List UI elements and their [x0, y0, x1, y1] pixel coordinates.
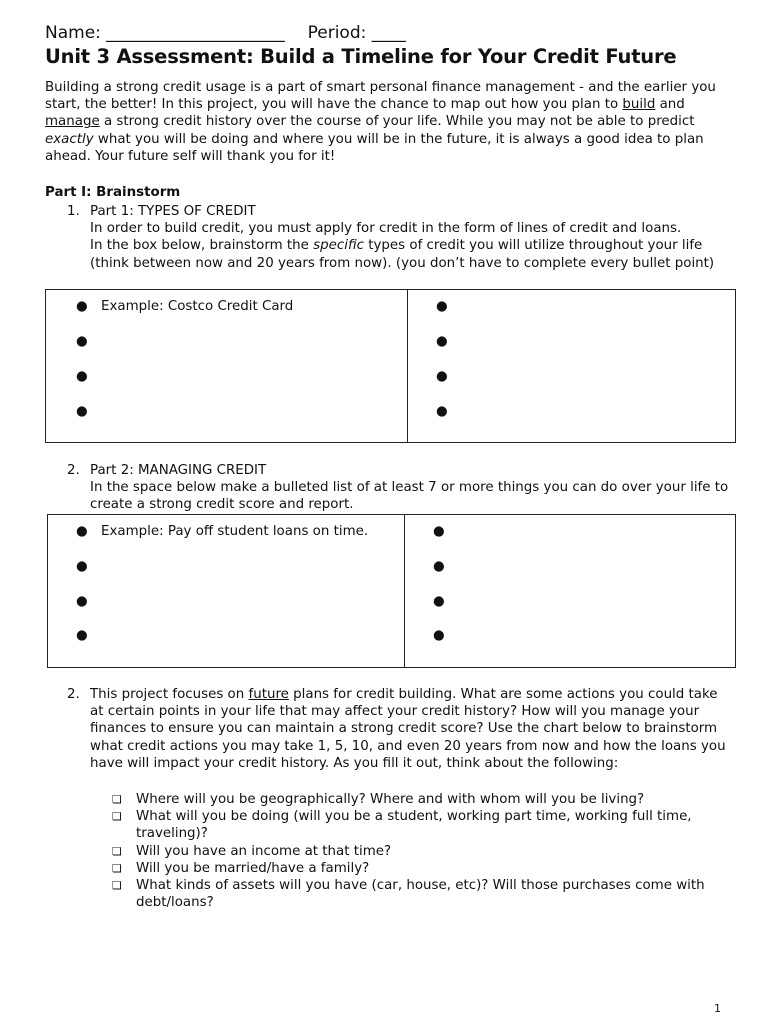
page-number: 1: [714, 1002, 721, 1015]
item3-number: 2.: [67, 687, 80, 702]
list-item[interactable]: [76, 558, 101, 575]
checkbox-icon: ❏: [112, 810, 122, 824]
checklist-item: ❏ Will you have an income at that time?: [112, 843, 392, 859]
bullet-icon: ●: [76, 334, 88, 349]
build-underlined: build: [622, 97, 656, 113]
checkbox-icon: ❏: [112, 879, 122, 893]
list-item[interactable]: [76, 333, 101, 350]
list-item[interactable]: [436, 333, 461, 350]
future-underlined: future: [248, 687, 289, 702]
bullet-icon: ●: [76, 299, 88, 314]
bullet-icon: ●: [436, 404, 448, 419]
checklist-item: ❏ Will you be married/have a family?: [112, 860, 370, 876]
list-item[interactable]: [76, 368, 101, 385]
name-label: Name:: [45, 23, 101, 43]
list-item[interactable]: [76, 523, 368, 540]
managing-credit-left-column[interactable]: [48, 515, 405, 667]
checkbox-icon: ❏: [112, 844, 122, 858]
period-label: Period:: [307, 23, 367, 43]
managing-credit-box[interactable]: [47, 514, 736, 668]
bullet-icon: ●: [433, 628, 445, 643]
bullet-icon: ●: [433, 559, 445, 574]
list-item[interactable]: [76, 298, 293, 315]
intro-paragraph: Building a strong credit usage is a part of smart personal finance management - and the earlier you start, the better! In this project, you will have the chance to map out how you plan to build and manage a strong credit history over the course of your life. While you may not be able to predict exactly what you will be doing and where you will be in the future, it is always a good idea to plan ahead. Your future self will thank you for it!: [45, 80, 716, 164]
bullet-icon: ●: [433, 524, 445, 539]
bullet-icon: ●: [76, 524, 88, 539]
list-item[interactable]: [433, 523, 458, 540]
bullet-icon: ●: [76, 559, 88, 574]
list-item[interactable]: [433, 627, 458, 644]
item1-text: [90, 203, 735, 272]
list-item[interactable]: [436, 368, 461, 385]
list-item[interactable]: [433, 593, 458, 610]
consideration-checklist: [112, 791, 732, 911]
period-blank[interactable]: ____: [371, 23, 406, 43]
credit-types-box[interactable]: [45, 289, 736, 443]
item1-line2: In the box below, brainstorm the specific types of credit you will utilize throughout your life (think between now and 20 years from now). (you don’t have to complete every bullet point): [90, 238, 715, 271]
checklist-item: ❏ What kinds of assets will you have (car, house, etc)? Will those purchases come with debt/loans?: [112, 878, 705, 911]
list-item[interactable]: [436, 298, 461, 315]
credit-types-example: Example: Costco Credit Card: [101, 299, 294, 314]
checklist-item: ❏ Where will you be geographically? Where and with whom will you be living?: [112, 792, 645, 807]
checkbox-icon: ❏: [112, 793, 122, 806]
list-item[interactable]: [76, 627, 101, 644]
header-line: [45, 20, 406, 46]
item2-number: 2.: [67, 463, 80, 478]
bullet-icon: ●: [76, 404, 88, 419]
list-item[interactable]: [433, 558, 458, 575]
checkbox-icon: ❏: [112, 861, 122, 875]
list-item[interactable]: [436, 403, 461, 420]
exactly-italic: exactly: [45, 131, 94, 147]
item2-text: [90, 462, 735, 514]
bullet-icon: ●: [436, 334, 448, 349]
item2-line1: In the space below make a bulleted list of at least 7 or more things you can do over your life to create a strong credit score and report.: [90, 480, 729, 513]
credit-types-right-column[interactable]: [408, 290, 735, 442]
list-item[interactable]: [76, 403, 101, 420]
bullet-icon: ●: [76, 369, 88, 384]
managing-credit-right-column[interactable]: [405, 515, 735, 667]
bullet-icon: ●: [436, 299, 448, 314]
bullet-icon: ●: [436, 369, 448, 384]
manage-underlined: manage: [45, 114, 100, 130]
item1-title: Part 1: TYPES OF CREDIT: [90, 204, 256, 219]
item2-title: Part 2: MANAGING CREDIT: [90, 463, 267, 478]
credit-types-left-column[interactable]: [46, 290, 408, 442]
checklist-item: ❏ What will you be doing (will you be a student, working part time, working full time, traveling)?: [112, 809, 692, 842]
bullet-icon: ●: [76, 628, 88, 643]
name-blank[interactable]: _____________________: [106, 23, 285, 43]
bullet-icon: ●: [76, 594, 88, 609]
item1-number: 1.: [67, 204, 80, 219]
managing-credit-example: Example: Pay off student loans on time.: [101, 524, 369, 539]
item1-line1: In order to build credit, you must apply for credit in the form of lines of credit and loans.: [90, 221, 682, 237]
page-title: Unit 3 Assessment: Build a Timeline for Your Credit Future: [45, 45, 677, 68]
item3-text: This project focuses on future plans for credit building. What are some actions you could take at certain points in your life that may affect your credit history? How will you manage your finances to ensure you can maintain a strong credit score? Use the chart below to brainstorm what credit actions you may take 1, 5, 10, and even 20 years from now and how the loans you have will impact your credit history. As you fill it out, think about the following:: [90, 687, 726, 771]
list-item[interactable]: [76, 593, 101, 610]
part1-heading: Part I: Brainstorm: [45, 185, 181, 200]
bullet-icon: ●: [433, 594, 445, 609]
